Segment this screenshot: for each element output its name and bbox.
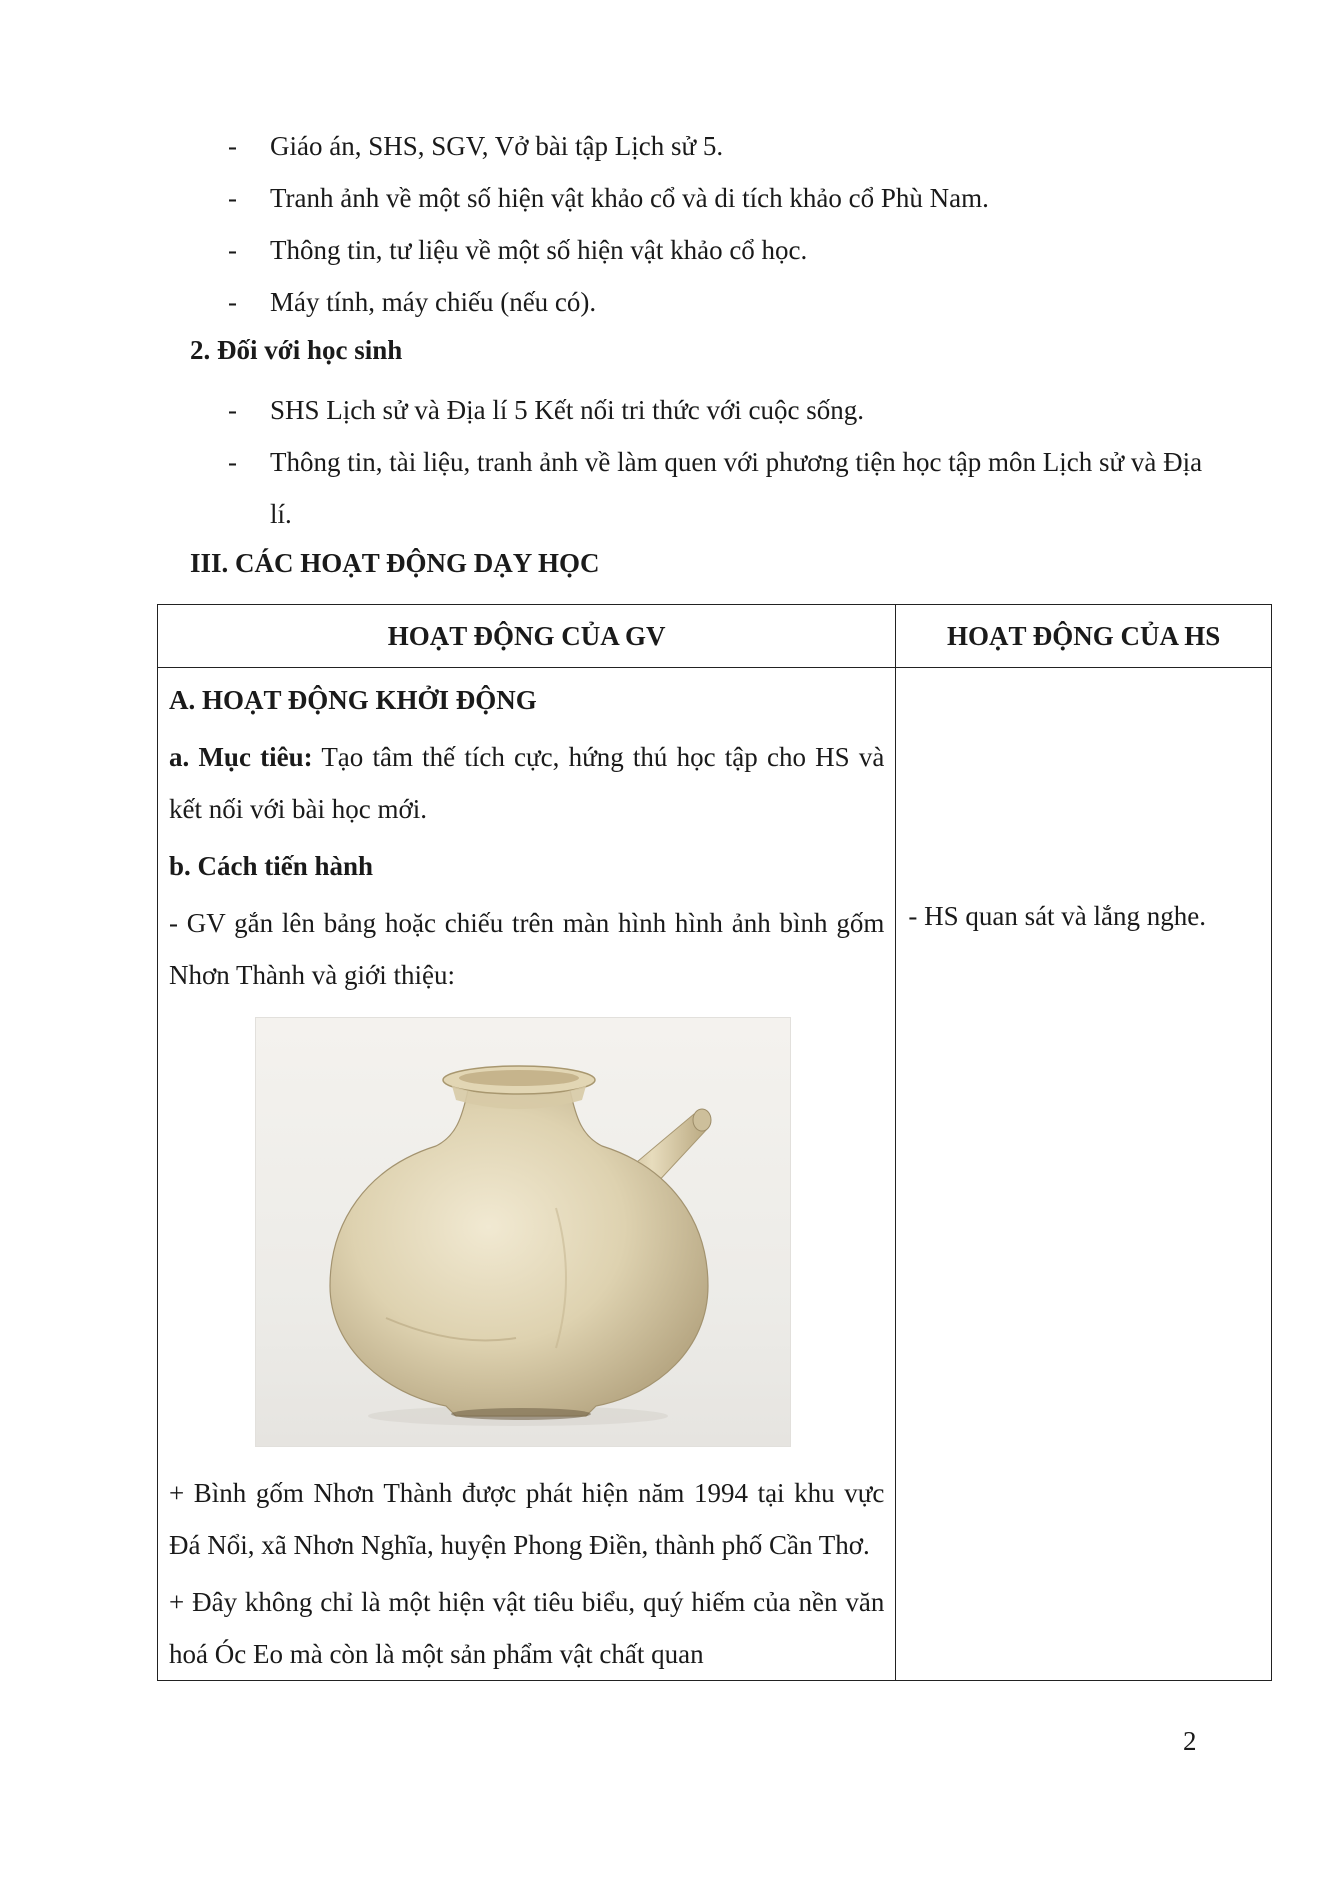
list-item: - Thông tin, tài liệu, tranh ảnh về làm quen với phương tiện học tập môn Lịch sử và Địa lí. <box>228 436 1228 540</box>
table-row <box>158 668 1272 1681</box>
list-item: - Tranh ảnh về một số hiện vật khảo cổ và di tích khảo cổ Phù Nam. <box>228 172 1228 224</box>
objective-label: a. Mục tiêu: <box>169 742 313 772</box>
student-heading: 2. Đối với học sinh <box>190 335 403 365</box>
section-heading: III. CÁC HOẠT ĐỘNG DẠY HỌC <box>190 548 600 578</box>
activities-table <box>157 604 1272 1681</box>
procedure-label: b. Cách tiến hành <box>169 851 374 881</box>
activity-title: A. HOẠT ĐỘNG KHỞI ĐỘNG <box>169 685 537 715</box>
student-response: - HS quan sát và lắng nghe. <box>908 901 1207 931</box>
bullet-dash: - <box>228 131 237 161</box>
vase-image <box>255 1017 791 1447</box>
bullet-dash: - <box>228 447 237 477</box>
list-item: - Giáo án, SHS, SGV, Vở bài tập Lịch sử 5. <box>228 120 1228 172</box>
bullet-dash: - <box>228 235 237 265</box>
bullet-dash: - <box>228 183 237 213</box>
student-activity-cell <box>896 668 1272 1681</box>
list-item: - SHS Lịch sử và Địa lí 5 Kết nối tri thức với cuộc sống. <box>228 384 1228 436</box>
page-number: 2 <box>1183 1726 1197 1756</box>
objective-paragraph <box>169 731 884 835</box>
list-item: - Thông tin, tư liệu về một số hiện vật khảo cổ học. <box>228 224 1228 276</box>
teacher-column-header: HOẠT ĐỘNG CỦA GV <box>158 605 896 668</box>
bullet-dash: - <box>228 287 237 317</box>
bullet-dash: - <box>228 395 237 425</box>
objective-text: Tạo tâm thế tích cực, hứng thú học tập cho HS và kết nối với bài học mới. <box>169 742 885 824</box>
student-materials-list <box>228 384 1228 540</box>
info-point-1: + Bình gốm Nhơn Thành được phát hiện năm 1994 tại khu vực Đá Nổi, xã Nhơn Nghĩa, huyện Phong Điền, thành phố Cần Thơ. <box>169 1478 885 1560</box>
student-column-header: HOẠT ĐỘNG CỦA HS <box>896 605 1272 668</box>
teacher-materials-list <box>228 120 1228 328</box>
teacher-activity-cell <box>158 668 896 1681</box>
ceramic-jar-illustration <box>256 1018 790 1446</box>
table-header-row <box>158 605 1272 668</box>
list-item: - Máy tính, máy chiếu (nếu có). <box>228 276 1228 328</box>
intro-paragraph: - GV gắn lên bảng hoặc chiếu trên màn hình hình ảnh bình gốm Nhơn Thành và giới thiệu: <box>169 908 885 990</box>
info-point-2: + Đây không chỉ là một hiện vật tiêu biểu, quý hiếm của nền văn hoá Óc Eo mà còn là một sản phẩm vật chất quan <box>169 1587 885 1669</box>
